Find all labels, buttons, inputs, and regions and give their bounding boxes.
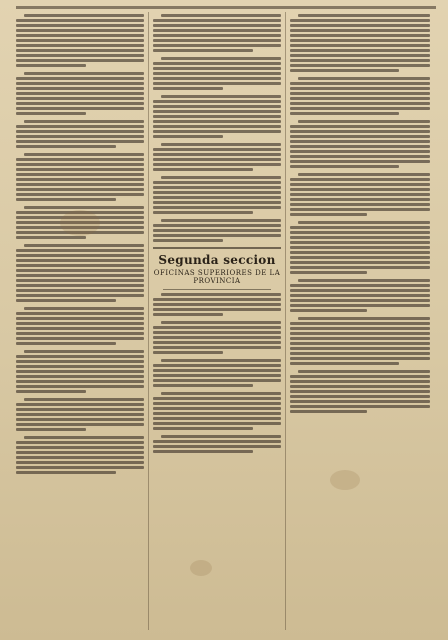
text-line [153,87,223,90]
text-line [153,229,281,232]
text-line [16,24,144,27]
text-paragraph [16,153,144,201]
text-line [290,24,430,27]
text-line [290,49,430,52]
text-line [161,435,281,438]
text-line [290,304,430,307]
text-line [16,289,144,292]
column-divider [148,12,149,630]
text-line [153,201,281,204]
text-line [153,384,253,387]
text-line [16,183,144,186]
text-line [298,120,430,123]
text-paragraph [290,317,430,365]
text-line [153,196,281,199]
text-paragraph [153,293,281,316]
text-line [16,39,144,42]
text-line [290,226,430,229]
text-line [16,322,144,325]
text-line [153,130,281,133]
text-line [290,160,430,163]
text-line [290,87,430,90]
text-paragraph [153,143,281,171]
text-line [153,67,281,70]
text-line [161,143,281,146]
text-paragraph [290,173,430,216]
section-subtitle: OFICINAS SUPERIORES DE LA PROVINCIA [153,269,281,285]
text-line [24,153,144,156]
text-line [16,145,116,148]
text-line [16,471,116,474]
text-line [161,95,281,98]
text-line [16,332,144,335]
paper-stain [330,470,360,490]
text-line [161,176,281,179]
text-line [153,72,281,75]
text-line [153,168,253,171]
text-line [16,163,144,166]
column-left [16,12,144,630]
text-line [24,350,144,353]
text-line [16,456,144,459]
text-line [16,173,144,176]
text-line [153,313,223,316]
text-line [153,29,281,32]
text-line [298,221,430,224]
text-line [16,327,144,330]
text-line [290,130,430,133]
text-paragraph [290,279,430,312]
text-line [290,102,430,105]
header-rule [16,6,436,9]
text-line [16,380,144,383]
text-line [24,14,144,17]
text-line [153,308,281,311]
column-middle [153,12,281,630]
text-line [290,395,430,398]
text-line [290,337,430,340]
text-line [16,413,144,416]
text-line [153,417,281,420]
text-line [153,77,281,80]
text-line [161,57,281,60]
text-line [290,59,430,62]
text-line [16,317,144,320]
text-line [290,251,430,254]
text-line [161,321,281,324]
text-line [153,341,281,344]
text-paragraph [16,14,144,67]
text-line [16,408,144,411]
text-line [290,178,430,181]
text-line [290,332,430,335]
text-line [16,418,144,421]
text-paragraph [16,244,144,302]
text-line [153,49,253,52]
text-line [16,269,144,272]
text-line [153,427,253,430]
text-line [161,219,281,222]
text-line [153,105,281,108]
text-line [298,77,430,80]
text-line [290,39,430,42]
text-line [16,64,86,67]
text-line [290,54,430,57]
text-line [153,298,281,301]
text-line [16,236,86,239]
text-line [153,62,281,65]
text-line [290,266,430,269]
text-line [16,461,144,464]
text-line [290,246,430,249]
text-line [290,236,430,239]
text-line [290,231,430,234]
text-paragraph [16,398,144,431]
section-subrule [163,289,271,290]
text-line [153,211,253,214]
text-line [24,398,144,401]
text-line [16,54,144,57]
text-line [16,249,144,252]
text-line [153,206,281,209]
text-line [161,359,281,362]
text-line [290,188,430,191]
text-line [153,303,281,306]
text-paragraph [290,120,430,168]
text-line [153,397,281,400]
text-line [298,317,430,320]
text-line [16,370,144,373]
text-line [298,370,430,373]
text-line [290,165,399,168]
text-line [153,125,281,128]
text-line [24,206,144,209]
text-line [153,158,281,161]
text-line [290,198,430,201]
text-line [290,183,430,186]
text-line [290,380,430,383]
text-line [16,92,144,95]
text-line [153,326,281,329]
text-line [290,322,430,325]
text-line [290,256,430,259]
text-paragraph [153,359,281,387]
text-line [290,64,430,67]
text-line [290,208,430,211]
text-line [16,284,144,287]
text-line [290,375,430,378]
text-line [290,29,430,32]
text-paragraph [153,176,281,214]
text-line [24,436,144,439]
text-line [16,87,144,90]
text-line [16,198,116,201]
text-line [290,284,430,287]
text-paragraph [16,120,144,148]
text-line [290,140,430,143]
text-line [16,355,144,358]
text-line [24,120,144,123]
text-line [153,191,281,194]
text-line [16,135,144,138]
text-line [16,193,144,196]
text-line [153,163,281,166]
text-line [290,125,430,128]
text-line [290,107,430,110]
text-line [153,224,281,227]
text-line [290,342,430,345]
text-line [290,112,399,115]
text-line [16,168,144,171]
text-line [290,193,430,196]
text-line [16,77,144,80]
text-line [16,130,144,133]
text-line [16,294,144,297]
text-line [16,342,116,345]
text-line [16,158,144,161]
text-line [16,49,144,52]
text-line [153,445,281,448]
text-paragraph [153,435,281,453]
text-line [153,450,253,453]
text-line [153,440,281,443]
text-line [153,110,281,113]
section-rule [153,247,281,249]
text-line [16,299,116,302]
text-paragraph [16,307,144,345]
text-line [16,259,144,262]
text-line [16,97,144,100]
text-line [16,112,86,115]
text-line [290,347,430,350]
text-line [153,24,281,27]
text-line [290,294,430,297]
text-line [290,213,367,216]
text-line [16,178,144,181]
text-line [298,279,430,282]
paper-stain [190,560,212,576]
text-line [16,423,144,426]
text-line [16,428,86,431]
text-line [153,412,281,415]
text-paragraph [153,95,281,138]
text-line [298,14,430,17]
text-line [290,203,430,206]
text-line [290,69,399,72]
text-line [24,244,144,247]
text-line [290,155,430,158]
text-line [290,327,430,330]
text-line [16,188,144,191]
text-line [290,241,430,244]
text-paragraph [153,14,281,52]
text-line [153,407,281,410]
text-paragraph [153,57,281,90]
text-line [153,115,281,118]
text-line [290,92,430,95]
text-line [153,331,281,334]
text-line [290,145,430,148]
text-line [153,379,281,382]
column-right [290,12,430,630]
text-line [290,97,430,100]
text-line [290,410,367,413]
text-line [153,19,281,22]
text-line [290,309,367,312]
text-line [290,135,430,138]
text-paragraph [290,77,430,115]
text-line [153,336,281,339]
text-line [153,234,281,237]
text-line [153,369,281,372]
text-line [16,279,144,282]
text-line [153,402,281,405]
text-line [16,254,144,257]
text-line [290,362,399,365]
text-line [16,59,144,62]
text-line [24,307,144,310]
text-line [153,148,281,151]
text-line [161,392,281,395]
text-line [16,140,144,143]
text-line [16,107,144,110]
text-line [16,29,144,32]
text-line [16,19,144,22]
text-line [153,364,281,367]
text-line [290,44,430,47]
text-line [153,422,281,425]
section-title: Segunda seccion [158,253,276,267]
text-line [290,352,430,355]
text-paragraph [16,350,144,393]
text-line [153,374,281,377]
text-line [290,82,430,85]
text-paragraph [16,72,144,115]
column-middle-lower [153,293,281,453]
text-line [153,100,281,103]
text-line [16,44,144,47]
text-paragraph [153,321,281,354]
text-line [290,385,430,388]
text-line [298,173,430,176]
text-line [16,446,144,449]
text-line [16,264,144,267]
text-line [153,346,281,349]
text-line [153,135,223,138]
text-line [16,102,144,105]
column-middle-upper [153,14,281,242]
text-line [290,271,367,274]
text-line [153,351,223,354]
text-line [290,261,430,264]
text-line [153,34,281,37]
text-line [16,375,144,378]
text-line [16,34,144,37]
text-paragraph [153,392,281,430]
text-line [153,153,281,156]
text-line [16,274,144,277]
text-line [161,14,281,17]
text-paragraph [153,219,281,242]
text-line [16,385,144,388]
text-line [16,312,144,315]
text-paragraph [290,221,430,274]
text-line [16,403,144,406]
text-line [290,299,430,302]
text-line [153,181,281,184]
paper-stain [60,210,100,236]
text-line [16,82,144,85]
text-line [290,390,430,393]
text-line [153,44,281,47]
text-line [24,72,144,75]
text-line [16,390,86,393]
text-line [290,405,430,408]
text-line [16,466,144,469]
text-line [290,357,430,360]
text-line [290,19,430,22]
text-line [290,150,430,153]
text-line [290,400,430,403]
text-line [16,441,144,444]
text-line [16,451,144,454]
text-paragraph [290,14,430,72]
text-line [153,239,223,242]
text-line [161,293,281,296]
text-line [16,337,144,340]
column-divider [285,12,286,630]
text-paragraph [16,436,144,474]
text-paragraph [290,370,430,413]
text-line [153,186,281,189]
text-line [153,120,281,123]
text-line [290,34,430,37]
text-line [16,360,144,363]
text-line [153,39,281,42]
text-line [16,365,144,368]
text-line [16,125,144,128]
text-line [290,289,430,292]
text-line [153,82,281,85]
